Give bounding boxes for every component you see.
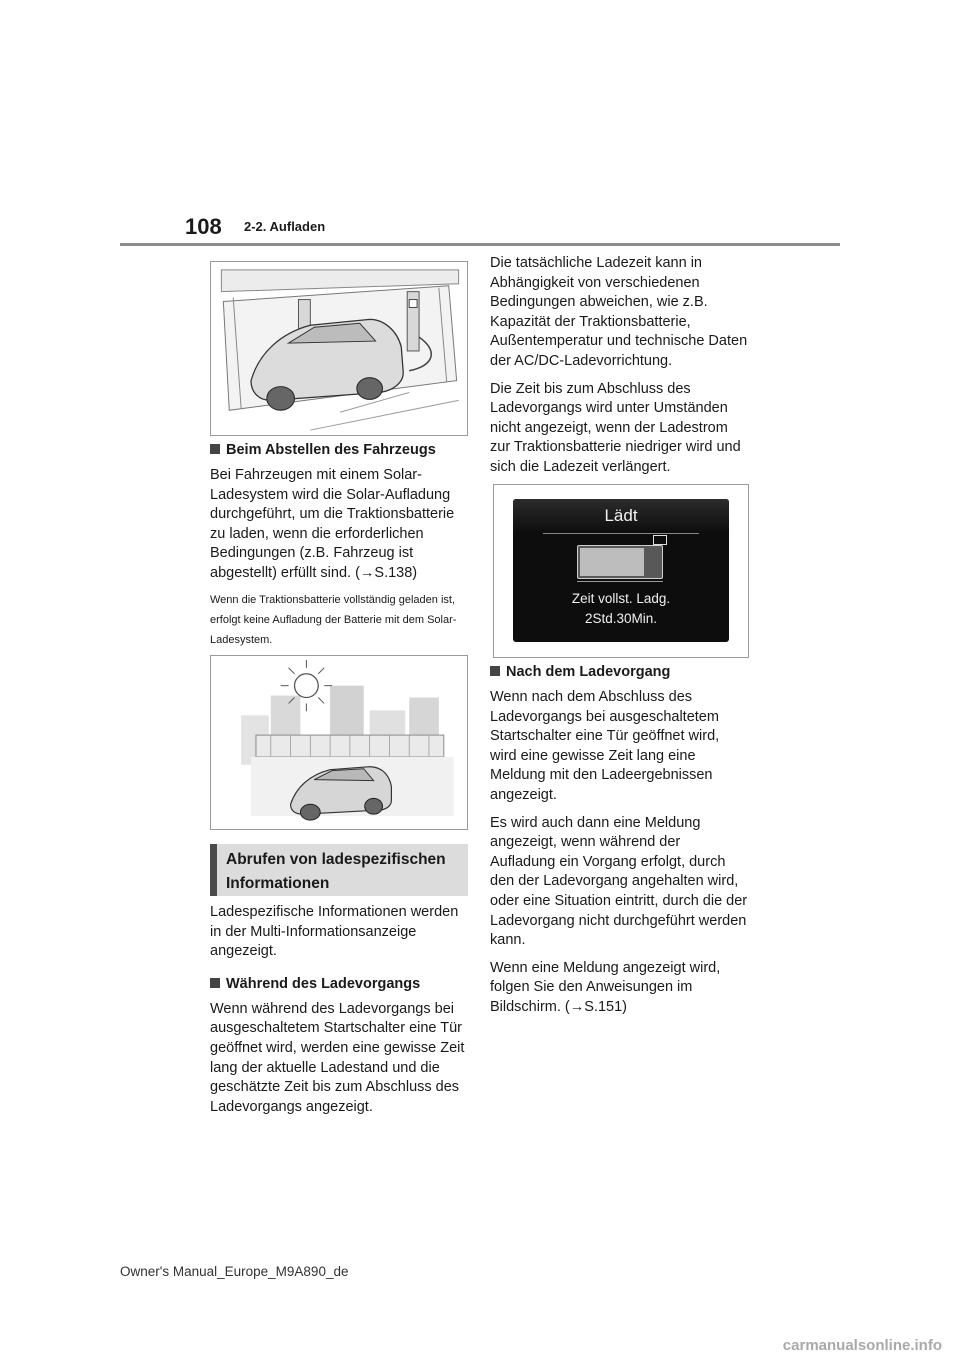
- info-text: Ladespezifische Informationen werden in der Multi-Informationsanzeige angezeigt.: [210, 904, 459, 960]
- display-line-2: 2Std.30Min.: [584, 611, 658, 626]
- plug-icon: [653, 535, 667, 545]
- sun-car-icon: [211, 656, 467, 829]
- battery-gauge: [577, 545, 663, 579]
- during-heading: Während des Ladevorgangs: [210, 974, 468, 994]
- section-box-heading: Abrufen von ladespezifischen Informationen: [210, 844, 468, 896]
- parking-note: Wenn die Traktionsbatterie vollständig geladen ist, erfolgt keine Aufladung der Batterie mit dem Solar-Ladesystem.: [210, 593, 457, 646]
- footer-manual-id: Owner's Manual_Europe_M9A890_de: [120, 1264, 349, 1279]
- display-title: Lädt: [513, 499, 729, 533]
- multi-info-display-figure: [493, 484, 749, 658]
- display-divider: [543, 533, 699, 534]
- bullet-square-icon: [210, 978, 220, 988]
- car-charging-icon: [211, 262, 467, 435]
- header-rule: [120, 243, 840, 246]
- after-text-3: Wenn eine Meldung angezeigt wird, folgen Sie den Anweisungen im Bildschirm. (→S.151): [490, 959, 721, 1015]
- display-screen: [513, 499, 729, 642]
- charging-station-illustration: [210, 261, 468, 436]
- after-text-1: Wenn nach dem Abschluss des Ladevorgangs bei ausgeschaltetem Startschalter eine Tür geöffnet wird, wird eine gewisse Zeit lang eine Meldung mit den Ladeergebnissen angezeigt.: [490, 689, 720, 803]
- bullet-square-icon: [490, 666, 500, 676]
- after-heading: Nach dem Ladevorgang: [490, 662, 748, 682]
- battery-fill: [580, 548, 644, 576]
- solar-charging-illustration: [210, 655, 468, 830]
- display-line-1: Zeit vollst. Ladg.: [571, 591, 671, 606]
- parking-text: Bei Fahrzeugen mit einem Solar-Ladesystem wird die Solar-Aufladung durchgeführt, um die Traktionsbatterie zu laden, wenn die erforderlichen Bedingungen (z.B. Fahrzeug ist abgestellt) erfüllt sind. (→S.138): [210, 467, 455, 581]
- watermark: carmanualsonline.info: [782, 1337, 942, 1354]
- charge-time-note: Die Zeit bis zum Abschluss des Ladevorgangs wird unter Umständen nicht angezeigt, wenn der Ladestrom zur Traktionsbatterie niedriger wird und sich die Ladezeit verlängert.: [490, 380, 741, 475]
- after-text-2: Es wird auch dann eine Meldung angezeigt, wenn während der Aufladung ein Vorgang erfolgt, durch den der Ladevorgang angehalten wird, oder eine Situation eintritt, durch die der Ladevorgang nicht durchgeführt werden kann.: [490, 814, 748, 949]
- page-number: 108: [185, 214, 222, 239]
- during-text: Wenn während des Ladevorgangs bei ausgeschaltetem Startschalter eine Tür geöffnet wird, werden eine gewisse Zeit lang der aktuelle Ladestand und die geschätzte Zeit bis zum Abschluss des Ladevorgangs angezeigt.: [210, 1000, 465, 1115]
- section-title: 2-2. Aufladen: [244, 219, 326, 234]
- bullet-square-icon: [210, 444, 220, 454]
- charge-time-text: Die tatsächliche Ladezeit kann in Abhängigkeit von verschiedenen Bedingungen abweichen, wie z.B. Kapazität der Traktionsbatterie, Außentemperatur und technische Daten der AC/DC-Ladevorrichtung.: [490, 255, 748, 369]
- parking-heading: Beim Abstellen des Fahrzeugs: [210, 440, 468, 460]
- battery-scale: [577, 581, 663, 582]
